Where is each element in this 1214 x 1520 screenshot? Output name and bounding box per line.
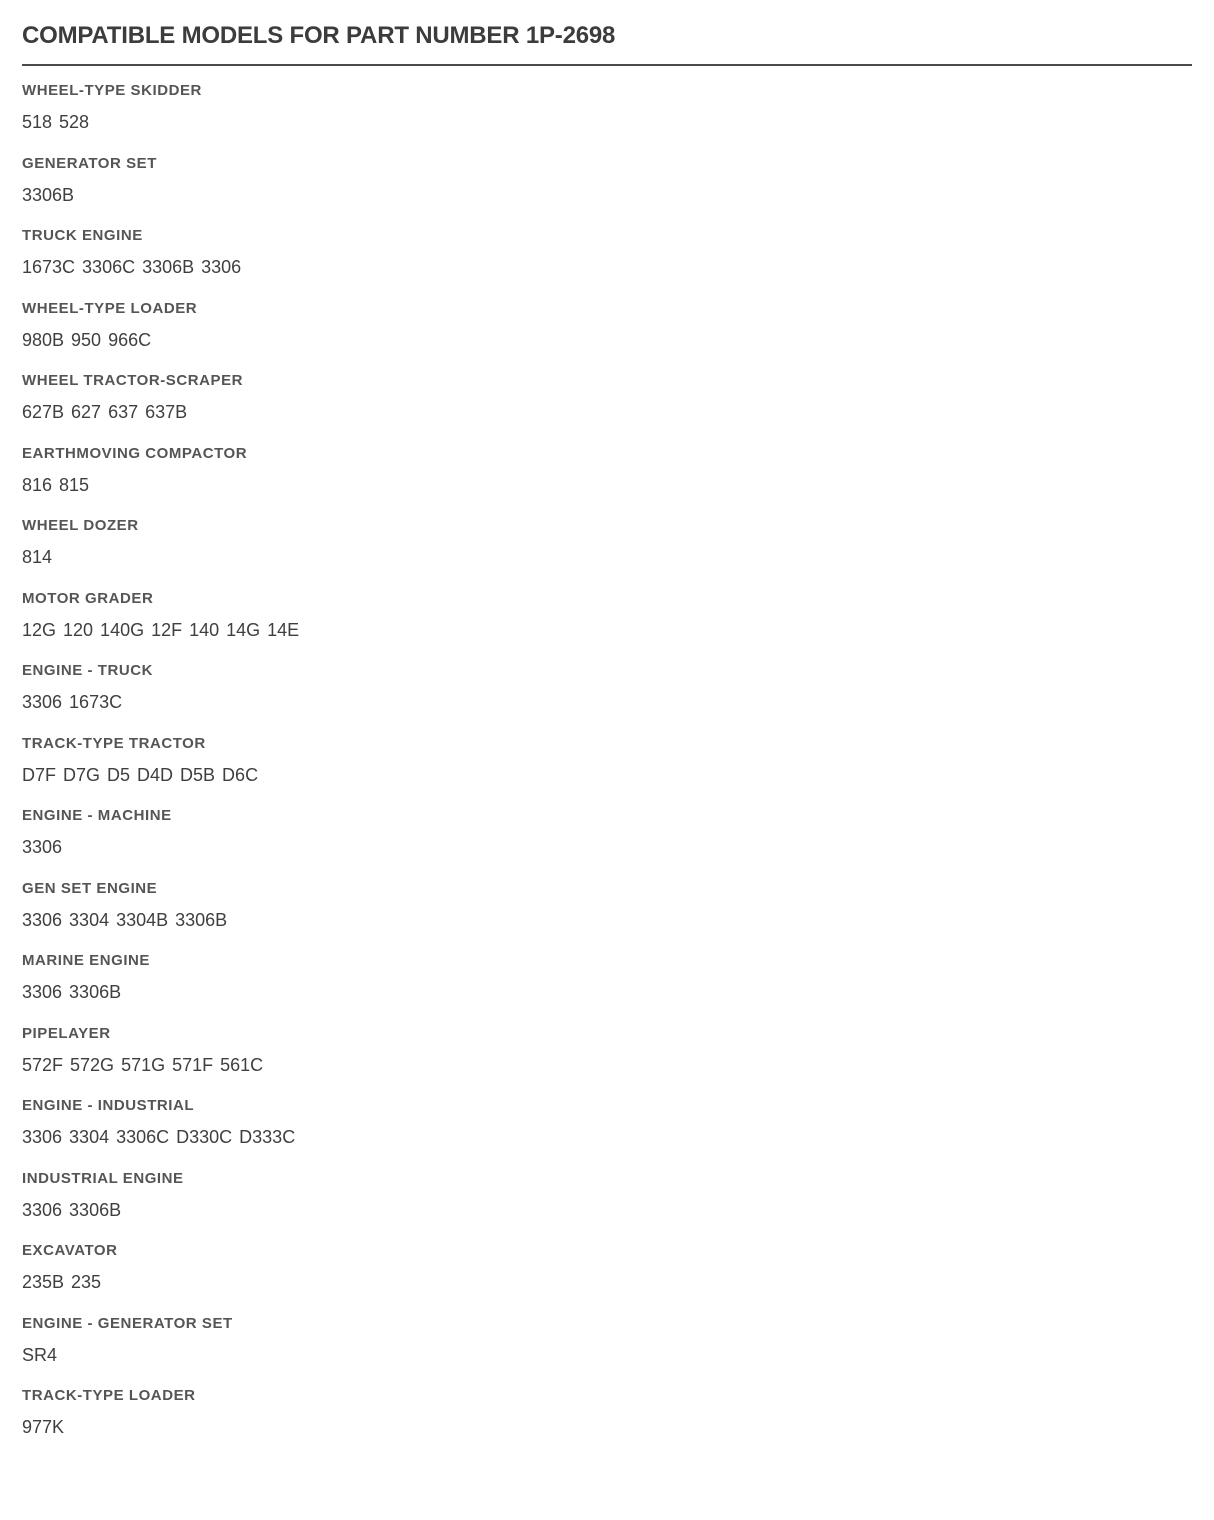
model-group [22,1315,1192,1367]
model-group [22,155,1192,207]
model-group-category: PIPELAYER [22,1024,111,1042]
model-group-category: MOTOR GRADER [22,589,154,607]
model-group-category: WHEEL DOZER [22,517,139,534]
model-group-category: TRUCK ENGINE [22,227,143,244]
model-group [22,1387,1192,1439]
model-group-models: 627B 627 637 637B [22,402,188,422]
model-group-models: 518 528 [22,112,90,132]
model-group-models: 980B 950 966C [22,329,152,350]
model-group [22,82,1192,134]
model-group [22,227,1192,279]
model-group-models: 3306 3304 3304B 3306B [22,909,228,930]
model-group-category: ENGINE - INDUSTRIAL [22,1097,195,1114]
model-group-category: WHEEL-TYPE LOADER [22,299,198,317]
model-group [22,517,1192,569]
model-group-category: TRACK-TYPE TRACTOR [22,734,206,752]
model-group-category: EARTHMOVING COMPACTOR [22,444,248,462]
model-group-models: 572F 572G 571G 571F 561C [22,1054,264,1075]
model-group-category: WHEEL-TYPE SKIDDER [22,82,202,99]
model-group [22,880,1192,932]
model-group [22,1242,1192,1294]
model-group-models: SR4 [22,1344,58,1365]
model-group-category: INDUSTRIAL ENGINE [22,1169,184,1187]
model-group [22,300,1192,352]
model-group [22,445,1192,497]
model-group-category: GEN SET ENGINE [22,879,158,897]
model-group [22,1097,1192,1149]
model-group [22,1025,1192,1077]
model-group [22,590,1192,642]
model-group-category: MARINE ENGINE [22,952,150,969]
model-group [22,952,1192,1004]
model-group-category: ENGINE - MACHINE [22,807,172,824]
model-group-category: WHEEL TRACTOR-SCRAPER [22,372,244,389]
model-group [22,372,1192,424]
model-group [22,662,1192,714]
model-group-category: EXCAVATOR [22,1242,118,1259]
model-group-models: 235B 235 [22,1272,102,1292]
model-group-models: 3306 3306B [22,982,122,1002]
model-group-models: 814 [22,547,53,567]
model-group-models: 3306 [22,837,63,857]
model-group-models: 3306 3304 3306C D330C D333C [22,1127,296,1147]
model-group-models: 977K [22,1417,65,1437]
compatible-models-list [22,66,1192,1439]
model-group-models: D7F D7G D5 D4D D5B D6C [22,764,259,785]
model-group-category: GENERATOR SET [22,154,157,172]
model-group-models: 816 815 [22,474,90,495]
model-group-models: 1673C 3306C 3306B 3306 [22,257,242,277]
page-title: COMPATIBLE MODELS FOR PART NUMBER 1P-2698 [22,0,1192,66]
model-group-category: ENGINE - GENERATOR SET [22,1314,233,1332]
model-group-category: TRACK-TYPE LOADER [22,1387,196,1404]
model-group [22,1170,1192,1222]
model-group-models: 12G 120 140G 12F 140 14G 14E [22,619,300,640]
model-group-models: 3306 1673C [22,692,123,712]
model-group [22,735,1192,787]
model-group-models: 3306B [22,184,75,205]
model-group-category: ENGINE - TRUCK [22,662,154,679]
model-group [22,807,1192,859]
model-group-models: 3306 3306B [22,1199,122,1220]
